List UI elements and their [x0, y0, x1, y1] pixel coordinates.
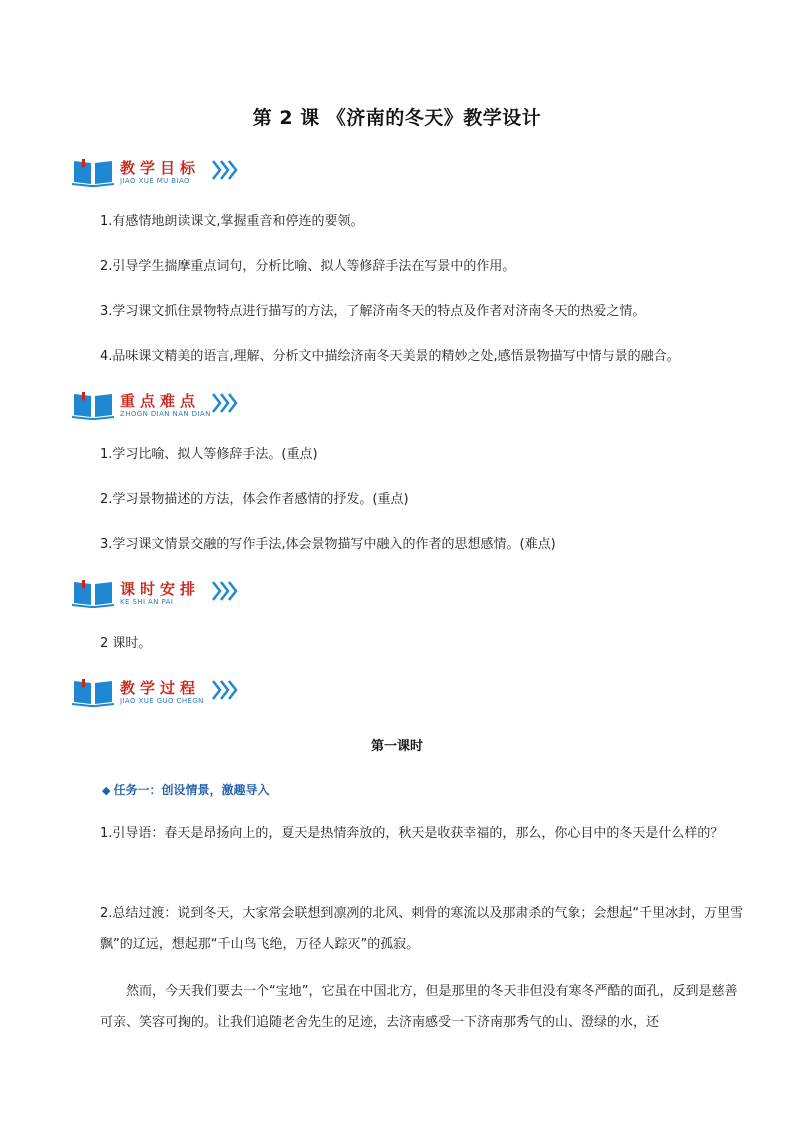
- process-paragraph-1: 1.引导语：春天是昂扬向上的，夏天是热情奔放的，秋天是收获幸福的，那么，你心目中的冬天是什么样的？: [100, 826, 724, 841]
- goal-item-4: 4.品味课文精美的语言,理解、分析文中描绘济南冬天美景的精妙之处,感悟景物描写中情与景的融合。: [100, 349, 680, 364]
- goal-item-2: 2.引导学生揣摩重点词句，分析比喻、拟人等修辞手法在写景中的作用。: [100, 259, 516, 274]
- triple-chevron-icon: [212, 160, 238, 180]
- section-pinyin: ZHOGN DIAN NAN DIAN: [120, 410, 211, 418]
- process-paragraph-3: 然而，今天我们要去一个“宝地”，它虽在中国北方，但是那里的冬天非但没有寒冬严酷的面孔，反到是慈善可亲、笑容可掬的。让我们追随老舍先生的足迹，去济南感受一下济南那秀气的山、澄绿的水，还: [100, 984, 738, 1030]
- lesson-heading: 第一课时: [370, 739, 423, 754]
- section-header-process: [72, 677, 332, 711]
- triple-chevron-icon: [212, 393, 238, 413]
- open-book-icon: [72, 157, 114, 187]
- section-title: 重点难点: [120, 392, 201, 410]
- section-title: 课时安排: [120, 580, 201, 598]
- schedule-item-1: 2 课时。: [100, 636, 152, 651]
- section-pinyin: JIAO XUE MU BIAO: [120, 177, 190, 185]
- keypoint-item-2: 2.学习景物描述的方法，体会作者感情的抒发。(重点): [100, 492, 409, 507]
- task-title: 任务一：创设情景，激趣导入: [113, 783, 270, 797]
- section-pinyin: KE SHI AN PAI: [120, 598, 174, 606]
- document-title: 第 2 课 《济南的冬天》教学设计: [252, 107, 542, 129]
- section-title: 教学过程: [120, 679, 201, 697]
- open-book-icon: [72, 677, 114, 707]
- goal-item-1: 1.有感情地朗读课文,掌握重音和停连的要领。: [100, 214, 364, 229]
- section-header-schedule: [72, 578, 332, 612]
- triple-chevron-icon: [212, 680, 238, 700]
- triple-chevron-icon: [212, 581, 238, 601]
- keypoint-item-1: 1.学习比喻、拟人等修辞手法。(重点): [100, 447, 318, 462]
- open-book-icon: [72, 578, 114, 608]
- diamond-bullet-icon: ◆: [102, 784, 111, 797]
- keypoint-item-3: 3.学习课文情景交融的写作手法,体会景物描写中融入的作者的思想感情。(难点): [100, 537, 556, 552]
- section-header-keypoints: [72, 390, 332, 424]
- goal-item-3: 3.学习课文抓住景物特点进行描写的方法，了解济南冬天的特点及作者对济南冬天的热爱之情。: [100, 304, 646, 319]
- section-header-goals: [72, 157, 332, 191]
- section-title: 教学目标: [120, 159, 201, 177]
- process-paragraph-2: 2.总结过渡：说到冬天，大家常会联想到凛冽的北风、刺骨的寒流以及那肃杀的气象；会想起“千里冰封，万里雪飘”的辽远，想起那“千山鸟飞绝，万径人踪灭”的孤寂。: [100, 906, 744, 952]
- section-pinyin: JIAO XUE GUO CHEGN: [120, 697, 204, 705]
- open-book-icon: [72, 390, 114, 420]
- task-heading: [102, 781, 269, 798]
